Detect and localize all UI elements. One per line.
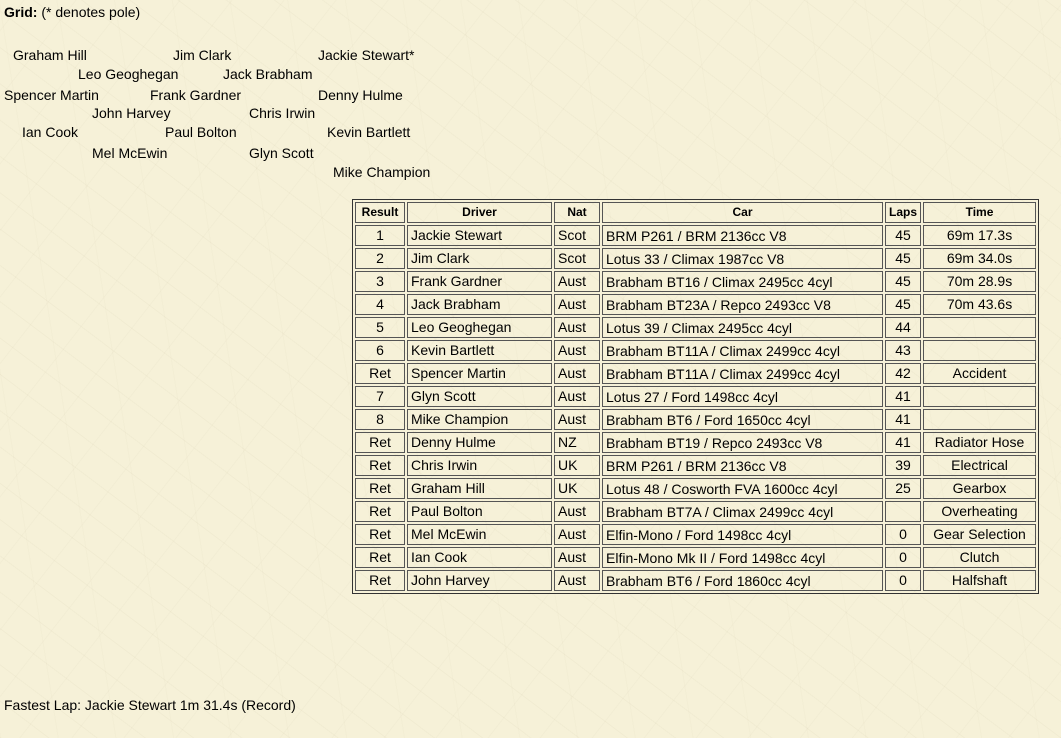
cell-nat: Scot xyxy=(554,225,600,246)
cell-nat: Aust xyxy=(554,317,600,338)
grid-position: Jim Clark xyxy=(173,47,232,63)
grid-position: Jack Brabham xyxy=(223,66,313,82)
cell-laps: 43 xyxy=(885,340,921,361)
cell-time: 70m 28.9s xyxy=(923,271,1036,292)
cell-car: Elfin-Mono / Ford 1498cc 4cyl xyxy=(602,524,883,545)
grid-heading xyxy=(4,4,140,20)
cell-result: Ret xyxy=(355,570,405,591)
cell-nat: Scot xyxy=(554,248,600,269)
cell-result: Ret xyxy=(355,455,405,476)
cell-nat: Aust xyxy=(554,363,600,384)
cell-laps: 45 xyxy=(885,225,921,246)
table-row xyxy=(355,248,1036,269)
table-row xyxy=(355,455,1036,476)
cell-result: Ret xyxy=(355,432,405,453)
cell-car: BRM P261 / BRM 2136cc V8 xyxy=(602,225,883,246)
cell-nat: Aust xyxy=(554,524,600,545)
table-row xyxy=(355,570,1036,591)
cell-time: 69m 17.3s xyxy=(923,225,1036,246)
cell-driver: Glyn Scott xyxy=(407,386,552,407)
header-driver: Driver xyxy=(407,202,552,223)
cell-driver: Mel McEwin xyxy=(407,524,552,545)
grid-position: Denny Hulme xyxy=(318,87,403,103)
cell-car: BRM P261 / BRM 2136cc V8 xyxy=(602,455,883,476)
grid-position: Spencer Martin xyxy=(4,87,99,103)
cell-car: Lotus 27 / Ford 1498cc 4cyl xyxy=(602,386,883,407)
cell-result: Ret xyxy=(355,363,405,384)
grid-position: Frank Gardner xyxy=(150,87,242,103)
cell-nat: Aust xyxy=(554,340,600,361)
cell-nat: Aust xyxy=(554,386,600,407)
cell-time: Halfshaft xyxy=(923,570,1036,591)
cell-car: Brabham BT11A / Climax 2499cc 4cyl xyxy=(602,363,883,384)
cell-driver: Jim Clark xyxy=(407,248,552,269)
cell-laps: 0 xyxy=(885,570,921,591)
cell-result: 2 xyxy=(355,248,405,269)
cell-result: 5 xyxy=(355,317,405,338)
cell-car: Brabham BT19 / Repco 2493cc V8 xyxy=(602,432,883,453)
cell-driver: Kevin Bartlett xyxy=(407,340,552,361)
cell-car: Brabham BT16 / Climax 2495cc 4cyl xyxy=(602,271,883,292)
results-header-row xyxy=(355,202,1036,223)
table-row xyxy=(355,386,1036,407)
header-nat: Nat xyxy=(554,202,600,223)
grid-position: Mike Champion xyxy=(333,164,431,180)
grid-position: Chris Irwin xyxy=(249,105,316,121)
cell-result: 1 xyxy=(355,225,405,246)
cell-driver: Denny Hulme xyxy=(407,432,552,453)
cell-time: Clutch xyxy=(923,547,1036,568)
results-body xyxy=(355,225,1036,591)
table-row xyxy=(355,478,1036,499)
cell-laps: 39 xyxy=(885,455,921,476)
cell-laps: 25 xyxy=(885,478,921,499)
grid-heading-label: Grid: xyxy=(4,4,38,20)
cell-nat: Aust xyxy=(554,271,600,292)
header-laps: Laps xyxy=(885,202,921,223)
cell-driver: Mike Champion xyxy=(407,409,552,430)
fastest-lap: Fastest Lap: Jackie Stewart 1m 31.4s (Record) xyxy=(4,697,296,713)
cell-time: Electrical xyxy=(923,455,1036,476)
cell-laps: 0 xyxy=(885,547,921,568)
cell-result: 7 xyxy=(355,386,405,407)
cell-result: Ret xyxy=(355,547,405,568)
cell-laps: 45 xyxy=(885,248,921,269)
cell-time: Gear Selection xyxy=(923,524,1036,545)
cell-time: Radiator Hose xyxy=(923,432,1036,453)
cell-driver: Paul Bolton xyxy=(407,501,552,522)
cell-laps: 42 xyxy=(885,363,921,384)
cell-nat: Aust xyxy=(554,501,600,522)
cell-car: Lotus 33 / Climax 1987cc V8 xyxy=(602,248,883,269)
cell-laps: 0 xyxy=(885,524,921,545)
cell-result: 6 xyxy=(355,340,405,361)
cell-result: Ret xyxy=(355,524,405,545)
cell-driver: Chris Irwin xyxy=(407,455,552,476)
table-row xyxy=(355,340,1036,361)
cell-result: 3 xyxy=(355,271,405,292)
cell-time xyxy=(923,386,1036,407)
cell-nat: Aust xyxy=(554,294,600,315)
grid-position: Ian Cook xyxy=(22,124,79,140)
cell-car: Brabham BT7A / Climax 2499cc 4cyl xyxy=(602,501,883,522)
cell-time: Overheating xyxy=(923,501,1036,522)
cell-car: Lotus 48 / Cosworth FVA 1600cc 4cyl xyxy=(602,478,883,499)
cell-laps xyxy=(885,501,921,522)
cell-driver: Jack Brabham xyxy=(407,294,552,315)
table-row xyxy=(355,225,1036,246)
results-table xyxy=(352,199,1039,594)
cell-nat: Aust xyxy=(554,547,600,568)
cell-laps: 41 xyxy=(885,409,921,430)
table-row xyxy=(355,409,1036,430)
table-row xyxy=(355,547,1036,568)
table-row xyxy=(355,317,1036,338)
cell-driver: Ian Cook xyxy=(407,547,552,568)
grid-position: Graham Hill xyxy=(13,47,87,63)
table-row xyxy=(355,524,1036,545)
grid-position: Paul Bolton xyxy=(165,124,237,140)
cell-car: Brabham BT6 / Ford 1650cc 4cyl xyxy=(602,409,883,430)
cell-laps: 41 xyxy=(885,386,921,407)
cell-car: Lotus 39 / Climax 2495cc 4cyl xyxy=(602,317,883,338)
cell-result: 8 xyxy=(355,409,405,430)
cell-time: Gearbox xyxy=(923,478,1036,499)
cell-time: Accident xyxy=(923,363,1036,384)
grid-position: Glyn Scott xyxy=(249,145,314,161)
table-row xyxy=(355,294,1036,315)
cell-result: Ret xyxy=(355,501,405,522)
cell-driver: Frank Gardner xyxy=(407,271,552,292)
grid-heading-note: (* denotes pole) xyxy=(37,4,141,20)
cell-nat: Aust xyxy=(554,570,600,591)
table-row xyxy=(355,432,1036,453)
cell-time xyxy=(923,317,1036,338)
cell-result: Ret xyxy=(355,478,405,499)
cell-result: 4 xyxy=(355,294,405,315)
cell-time: 69m 34.0s xyxy=(923,248,1036,269)
cell-driver: Leo Geoghegan xyxy=(407,317,552,338)
cell-time: 70m 43.6s xyxy=(923,294,1036,315)
cell-laps: 45 xyxy=(885,271,921,292)
cell-laps: 45 xyxy=(885,294,921,315)
cell-nat: NZ xyxy=(554,432,600,453)
cell-car: Brabham BT23A / Repco 2493cc V8 xyxy=(602,294,883,315)
cell-driver: Graham Hill xyxy=(407,478,552,499)
header-car: Car xyxy=(602,202,883,223)
cell-time xyxy=(923,409,1036,430)
grid-position: Kevin Bartlett xyxy=(327,124,411,140)
cell-laps: 41 xyxy=(885,432,921,453)
cell-driver: Spencer Martin xyxy=(407,363,552,384)
grid-position: Mel McEwin xyxy=(92,145,168,161)
header-time: Time xyxy=(923,202,1036,223)
cell-laps: 44 xyxy=(885,317,921,338)
cell-nat: UK xyxy=(554,478,600,499)
grid-position: Leo Geoghegan xyxy=(78,66,179,82)
grid-position: Jackie Stewart* xyxy=(318,47,415,63)
cell-time xyxy=(923,340,1036,361)
table-row xyxy=(355,501,1036,522)
cell-car: Brabham BT11A / Climax 2499cc 4cyl xyxy=(602,340,883,361)
cell-nat: Aust xyxy=(554,409,600,430)
cell-car: Elfin-Mono Mk II / Ford 1498cc 4cyl xyxy=(602,547,883,568)
cell-driver: Jackie Stewart xyxy=(407,225,552,246)
table-row xyxy=(355,271,1036,292)
cell-car: Brabham BT6 / Ford 1860cc 4cyl xyxy=(602,570,883,591)
grid-position: John Harvey xyxy=(92,105,171,121)
cell-driver: John Harvey xyxy=(407,570,552,591)
table-row xyxy=(355,363,1036,384)
header-result: Result xyxy=(355,202,405,223)
cell-nat: UK xyxy=(554,455,600,476)
